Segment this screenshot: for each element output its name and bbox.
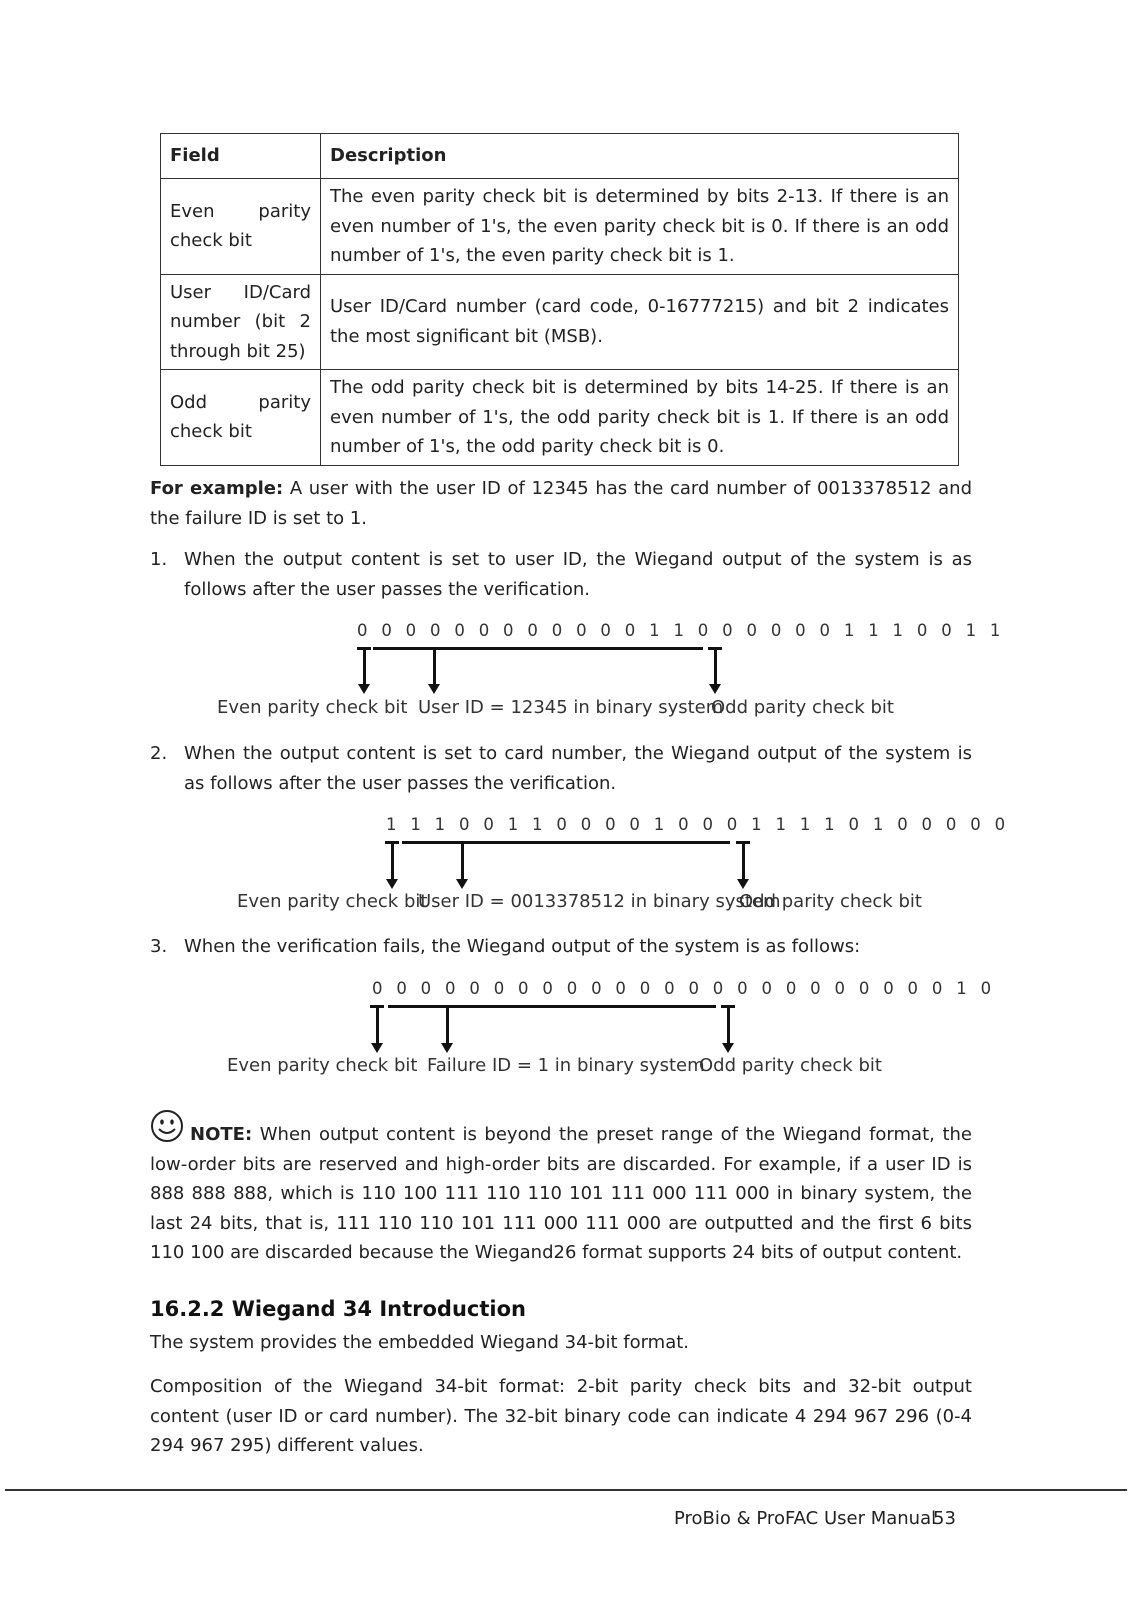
odd-parity-label: Odd parity check bit [699, 1055, 882, 1076]
bit-sequence: 1 1 1 0 0 1 1 0 0 0 0 1 0 0 0 1 1 1 1 0 1 0 0 0 0 0 [386, 815, 1010, 834]
note-text: When output content is beyond the preset range of the Wiegand format, the low-order bits are reserved and high-order bits are discarded. For example, if a user ID is 888 888 888, which is 110 100 111 110 110 101 111 000 111 000 in binary system, the last 24 bits, that is, 111 110 110 101 111 000 111 000 are outputted and the first 6 bits 110 100 are discarded because the Wiegand26 format supports 24 bits of output content. [150, 1124, 972, 1263]
table-header-row [161, 134, 959, 179]
card-number-label: User ID = 0013378512 in binary system [418, 891, 781, 912]
field-cell: Odd parity check bit [161, 370, 321, 466]
odd-parity-label: Odd parity check bit [711, 697, 894, 718]
failure-id-label: Failure ID = 1 in binary system [427, 1055, 705, 1076]
table-row [161, 274, 959, 370]
description-cell: The odd parity check bit is determined by bits 14-25. If there is an even number of 1's, the odd parity check bit is 1. If there is an odd number of 1's, the odd parity check bit is 0. [321, 370, 959, 466]
list-item-number: 1. [150, 549, 168, 570]
list-item-text: When the output content is set to card number, the Wiegand output of the system is as follows after the user passes the verification. [184, 743, 972, 794]
example-text: A user with the user ID of 12345 has the card number of 0013378512 and the failure ID is set to 1. [150, 478, 972, 529]
bit-sequence: 0 0 0 0 0 0 0 0 0 0 0 0 1 1 0 0 0 0 0 0 1 1 1 0 0 1 1 [357, 621, 1005, 640]
even-parity-label: Even parity check bit [237, 891, 428, 912]
section-heading: 16.2.2 Wiegand 34 Introduction [150, 1297, 526, 1321]
header-description: Description [321, 134, 959, 179]
list-item-number: 2. [150, 743, 168, 764]
content-bracket-line [373, 647, 703, 650]
description-cell: The even parity check bit is determined by bits 2-13. If there is an even number of 1's, the even parity check bit is 0. If there is an odd number of 1's, the even parity check bit is 1. [321, 179, 959, 275]
content-bracket-line [402, 841, 730, 844]
footer-manual-title: ProBio & ProFAC User Manual [674, 1508, 937, 1529]
table-row [161, 370, 959, 466]
example-label: For example: [150, 478, 284, 499]
bit-sequence: 0 0 0 0 0 0 0 0 0 0 0 0 0 0 0 0 0 0 0 0 0 0 0 0 1 0 [372, 979, 996, 998]
list-item-text: When the verification fails, the Wiegand output of the system is as follows: [184, 936, 861, 957]
field-description-table [160, 133, 959, 466]
note-label: NOTE: [190, 1124, 253, 1145]
list-item-text: When the output content is set to user ID, the Wiegand output of the system is as follows after the user passes the verification. [184, 549, 972, 600]
field-cell: User ID/Card number (bit 2 through bit 25) [161, 274, 321, 370]
list-item-number: 3. [150, 936, 168, 957]
table-row [161, 179, 959, 275]
section-paragraph: Composition of the Wiegand 34-bit format: 2-bit parity check bits and 32-bit output content (user ID or card number). The 32-bit binary code can indicate 4 294 967 296 (0-4 294 967 295) different values. [150, 1376, 972, 1456]
note-paragraph [150, 1120, 972, 1268]
user-id-label: User ID = 12345 in binary system [418, 697, 724, 718]
example-paragraph [150, 474, 972, 533]
page-number: 53 [933, 1508, 956, 1529]
footer-divider [5, 1489, 1127, 1491]
section-paragraph: The system provides the embedded Wiegand 34-bit format. [150, 1332, 690, 1353]
even-parity-label: Even parity check bit [217, 697, 408, 718]
description-cell: User ID/Card number (card code, 0-16777215) and bit 2 indicates the most significant bit (MSB). [321, 274, 959, 370]
field-cell: Even parity check bit [161, 179, 321, 275]
even-parity-label: Even parity check bit [227, 1055, 418, 1076]
header-field: Field [161, 134, 321, 179]
content-bracket-line [388, 1005, 716, 1008]
odd-parity-label: Odd parity check bit [739, 891, 922, 912]
